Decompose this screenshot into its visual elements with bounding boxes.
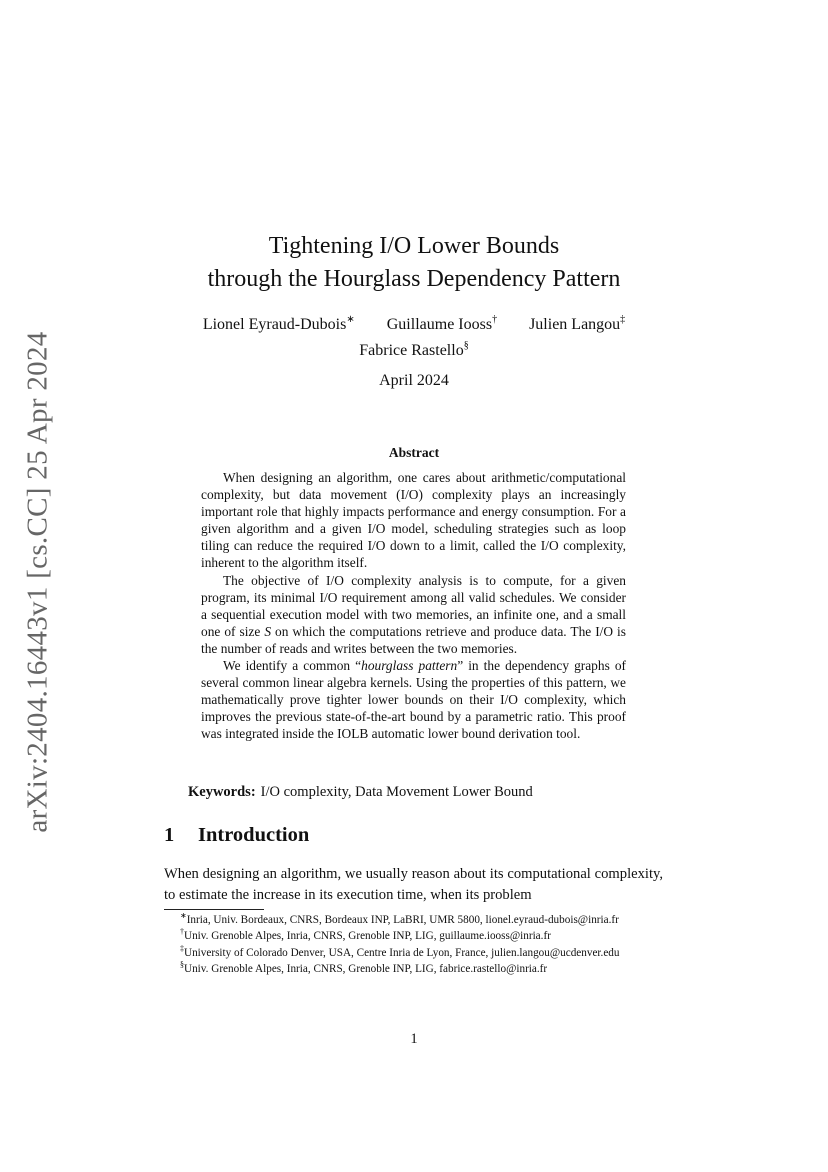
footnote-text[interactable]: Univ. Grenoble Alpes, Inria, CNRS, Grenoble INP, LIG, guillaume.iooss@inria.fr <box>184 930 551 943</box>
keywords-text: I/O complexity, Data Movement Lower Bound <box>260 784 533 800</box>
abstract-paragraph-1: When designing an algorithm, one cares about arithmetic/computational complexity, but data movement (I/O) complexity plays an increasingly important role that highly impacts performance and energy consumption. For a given algorithm and a given I/O model, scheduling strategies such as loop tiling can reduce the required I/O down to a limit, called the I/O complexity, inherent to the algorithm itself. <box>201 470 626 571</box>
footnote-mark: † <box>180 927 184 937</box>
section-heading <box>164 824 309 847</box>
footnote-mark: § <box>180 960 184 970</box>
footnotes <box>164 912 663 978</box>
affiliation-mark: ‡ <box>620 314 626 325</box>
intro-paragraph: When designing an algorithm, we usually reason about its computational complexity, to estimate the increase in its execution time, when its problem <box>164 866 663 903</box>
math-variable: S <box>264 623 272 639</box>
title-line-1: Tightening I/O Lower Bounds <box>268 233 560 259</box>
author-row-1 <box>0 312 828 338</box>
author-2 <box>387 312 497 338</box>
abstract-text: on which the computations retrieve and produce data. The I/O is the number of reads and writes between the two memories. <box>201 623 626 656</box>
section-number: 1 <box>164 824 175 846</box>
keywords-line <box>188 784 648 801</box>
affiliation-mark: † <box>492 314 498 325</box>
abstract-text: The objective of I/O complexity analysis is to compute, for a given program, its minimal I/O requirement among all valid schedules. We consider a sequential execution model with two memories, an infinite one, and a small one of size <box>201 572 626 639</box>
page-number: 1 <box>410 1031 418 1047</box>
footnote-3 <box>164 945 663 961</box>
affiliation-mark: ∗ <box>346 314 355 325</box>
footnote-mark: ∗ <box>180 911 187 920</box>
footnote-1 <box>164 912 663 928</box>
paper-title <box>0 230 828 296</box>
author-name: Julien Langou <box>529 316 621 333</box>
author-name: Guillaume Iooss <box>386 316 493 333</box>
author-list <box>0 312 828 364</box>
footnote-rule <box>164 909 264 910</box>
footnote-4 <box>164 961 663 977</box>
arxiv-identifier-stamp[interactable]: arXiv:2404.16443v1 [cs.CC] 25 Apr 2024 <box>21 331 54 833</box>
footnote-2 <box>164 928 663 944</box>
section-title: Introduction <box>198 824 310 846</box>
abstract-heading: Abstract <box>388 445 440 460</box>
author-name: Fabrice Rastello <box>359 342 464 359</box>
title-line-2: through the Hourglass Dependency Pattern <box>207 266 621 292</box>
abstract-text: ” in the dependency graphs of several common linear algebra kernels. Using the properties of this pattern, we mathematically prove tighter lower bounds on their I/O complexity, which improves the previous state-of-the-art bound by a parametric ratio. This proof was integrated inside the IOLB automatic lower bound derivation tool. <box>201 658 626 742</box>
footnote-mark: ‡ <box>180 943 184 953</box>
author-3 <box>529 312 625 338</box>
author-row-2 <box>0 338 828 364</box>
publication-date: April 2024 <box>379 372 449 389</box>
abstract-text: We identify a common “ <box>223 658 362 674</box>
introduction-body <box>164 864 663 905</box>
footnote-text[interactable]: Univ. Grenoble Alpes, Inria, CNRS, Grenoble INP, LIG, fabrice.rastello@inria.fr <box>184 963 548 976</box>
abstract-body <box>201 469 626 743</box>
emphasized-term: hourglass pattern <box>361 658 458 674</box>
footnote-text[interactable]: Inria, Univ. Bordeaux, CNRS, Bordeaux INP, LaBRI, UMR 5800, lionel.eyraud-dubois@inria.fr <box>186 914 619 926</box>
abstract-paragraph-2 <box>201 572 626 657</box>
abstract-paragraph-3 <box>201 657 626 742</box>
footnote-text[interactable]: University of Colorado Denver, USA, Centre Inria de Lyon, France, julien.langou@ucdenver.edu <box>184 946 620 959</box>
keywords-label: Keywords: <box>188 784 256 800</box>
author-name: Lionel Eyraud-Dubois <box>202 316 347 333</box>
author-4 <box>359 338 468 364</box>
affiliation-mark: § <box>463 340 469 351</box>
author-1 <box>203 312 355 338</box>
